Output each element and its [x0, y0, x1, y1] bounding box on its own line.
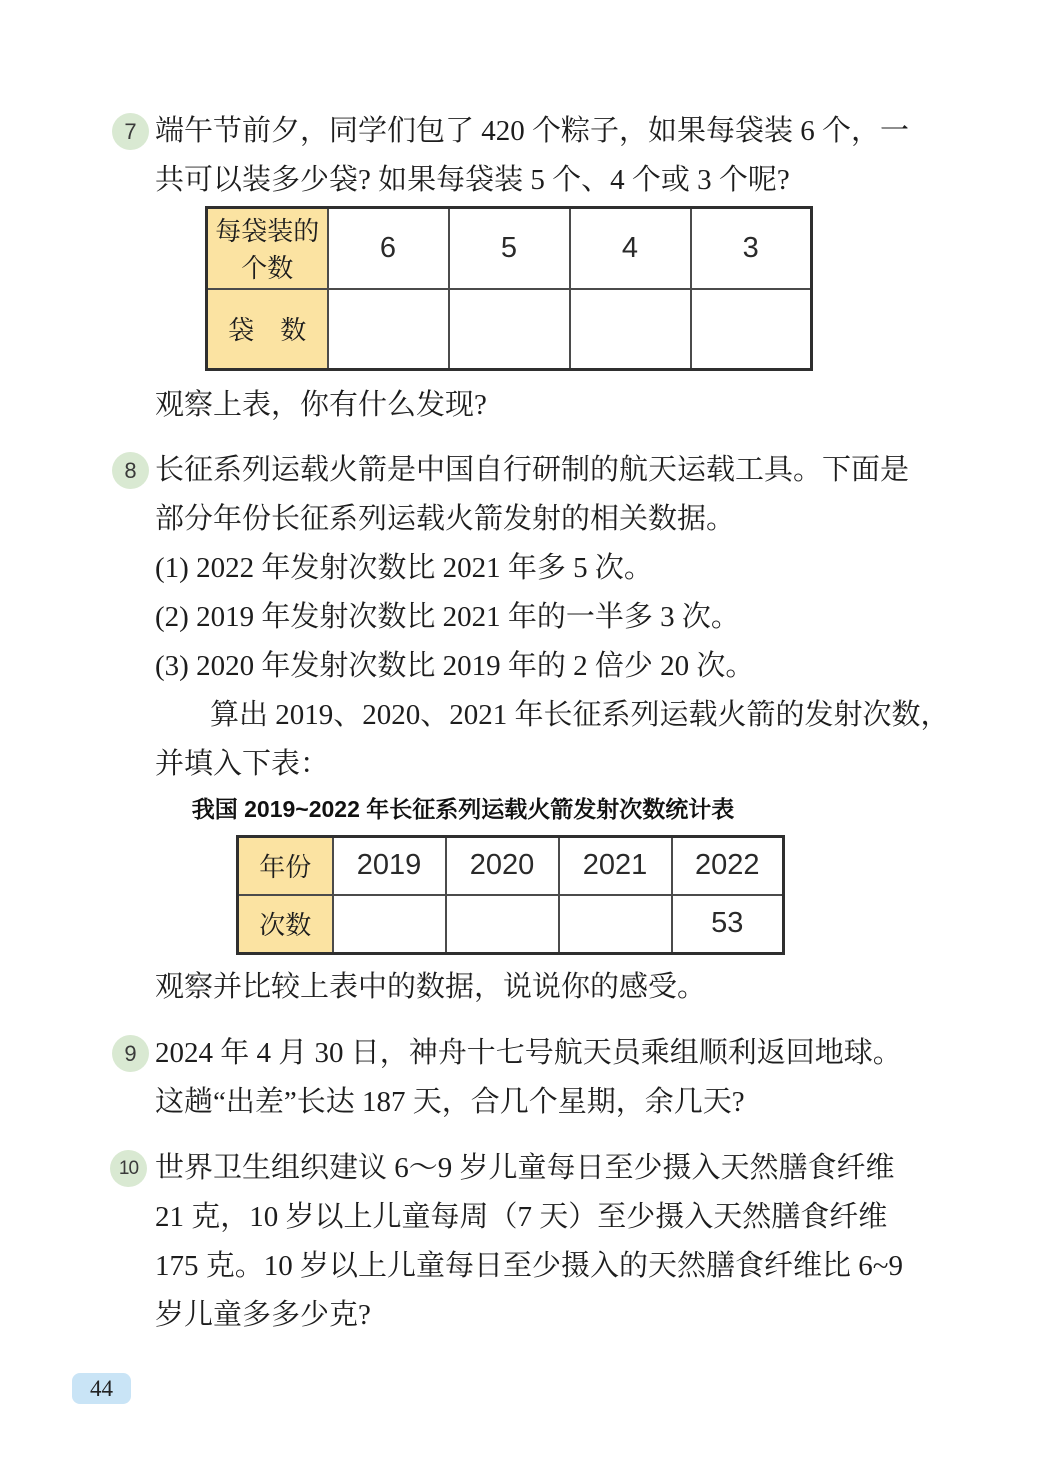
page-number-badge: 44 — [72, 1373, 131, 1404]
year-cell: 2020 — [446, 837, 559, 895]
problem-8-item-1: (1) 2022 年发射次数比 2021 年多 5 次。 — [155, 552, 653, 584]
bag-count-blank-cell — [328, 289, 449, 370]
per-bag-value-cell: 4 — [570, 208, 691, 289]
problem-8-instruction-1: 算出 2019、2020、2021 年长征系列运载火箭的发射次数， — [210, 699, 950, 731]
problem-8-statement — [155, 446, 950, 789]
launch-count-blank-cell — [446, 895, 559, 954]
problem-9-line-2: 这趟“出差”长达 187 天，合几个星期，余几天? — [155, 1086, 745, 1118]
year-cell: 2021 — [559, 837, 672, 895]
per-bag-value-cell: 5 — [449, 208, 570, 289]
per-bag-value-cell: 3 — [691, 208, 812, 289]
problem-8-followup — [155, 963, 706, 1012]
launch-count-blank-cell — [333, 895, 446, 954]
per-bag-value-cell: 6 — [328, 208, 449, 289]
problem-9-line-1: 2024 年 4 月 30 日，神舟十七号航天员乘组顺利返回地球。 — [155, 1037, 902, 1069]
problem-10-line-1: 世界卫生组织建议 6～9 岁儿童每日至少摄入天然膳食纤维 — [155, 1152, 895, 1184]
problem-9-number-badge: 9 — [112, 1035, 149, 1072]
problem-7-followup — [155, 381, 487, 430]
problem-7-line-2: 共可以装多少袋? 如果每袋装 5 个、4 个或 3 个呢? — [155, 164, 790, 196]
problem-8-item-3: (3) 2020 年发射次数比 2019 年的 2 倍少 20 次。 — [155, 650, 755, 682]
bag-count-blank-cell — [449, 289, 570, 370]
launch-table-row1-label: 年份 — [238, 837, 333, 895]
problem-10-number-badge: 10 — [110, 1150, 147, 1187]
launch-table-row2-label: 次数 — [238, 895, 333, 954]
problem-8-line-2: 部分年份长征系列运载火箭发射的相关数据。 — [155, 503, 736, 535]
problem-7-number-badge: 7 — [112, 113, 149, 150]
problem-10-line-4: 岁儿童多多少克? — [155, 1299, 371, 1331]
problem-10-line-2: 21 克，10 岁以上儿童每周（7 天）至少摄入天然膳食纤维 — [155, 1201, 888, 1233]
per-bag-table-row2-label: 袋 数 — [207, 289, 328, 370]
problem-8-instruction-2: 并填入下表： — [155, 748, 330, 780]
problem-9-statement — [155, 1029, 902, 1127]
problem-7-line-1: 端午节前夕，同学们包了 420 个粽子，如果每袋装 6 个，一 — [155, 115, 910, 147]
bag-count-blank-cell — [691, 289, 812, 370]
problem-8-item-2: (2) 2019 年发射次数比 2021 年的一半多 3 次。 — [155, 601, 740, 633]
launch-count-table — [236, 835, 785, 955]
problem-10-line-3: 175 克。10 岁以上儿童每日至少摄入的天然膳食纤维比 6~9 — [155, 1250, 903, 1282]
problem-8-followup-text: 观察并比较上表中的数据，说说你的感受。 — [155, 971, 707, 1003]
problem-8-line-1: 长征系列运载火箭是中国自行研制的航天运载工具。下面是 — [155, 454, 910, 486]
problem-7-followup-text: 观察上表，你有什么发现? — [155, 389, 487, 421]
year-cell: 2022 — [672, 837, 784, 895]
bag-count-blank-cell — [570, 289, 691, 370]
problem-7-statement — [155, 107, 909, 205]
per-bag-table-row1-label: 每袋装的个数 — [207, 208, 328, 289]
per-bag-table — [205, 206, 813, 371]
problem-8-number-badge: 8 — [112, 452, 149, 489]
year-cell: 2019 — [333, 837, 446, 895]
launch-table-title: 我国 2019~2022 年长征系列运载火箭发射次数统计表 — [191, 796, 735, 822]
launch-count-blank-cell — [559, 895, 672, 954]
problem-10-statement — [155, 1144, 903, 1340]
launch-count-cell: 53 — [672, 895, 784, 954]
